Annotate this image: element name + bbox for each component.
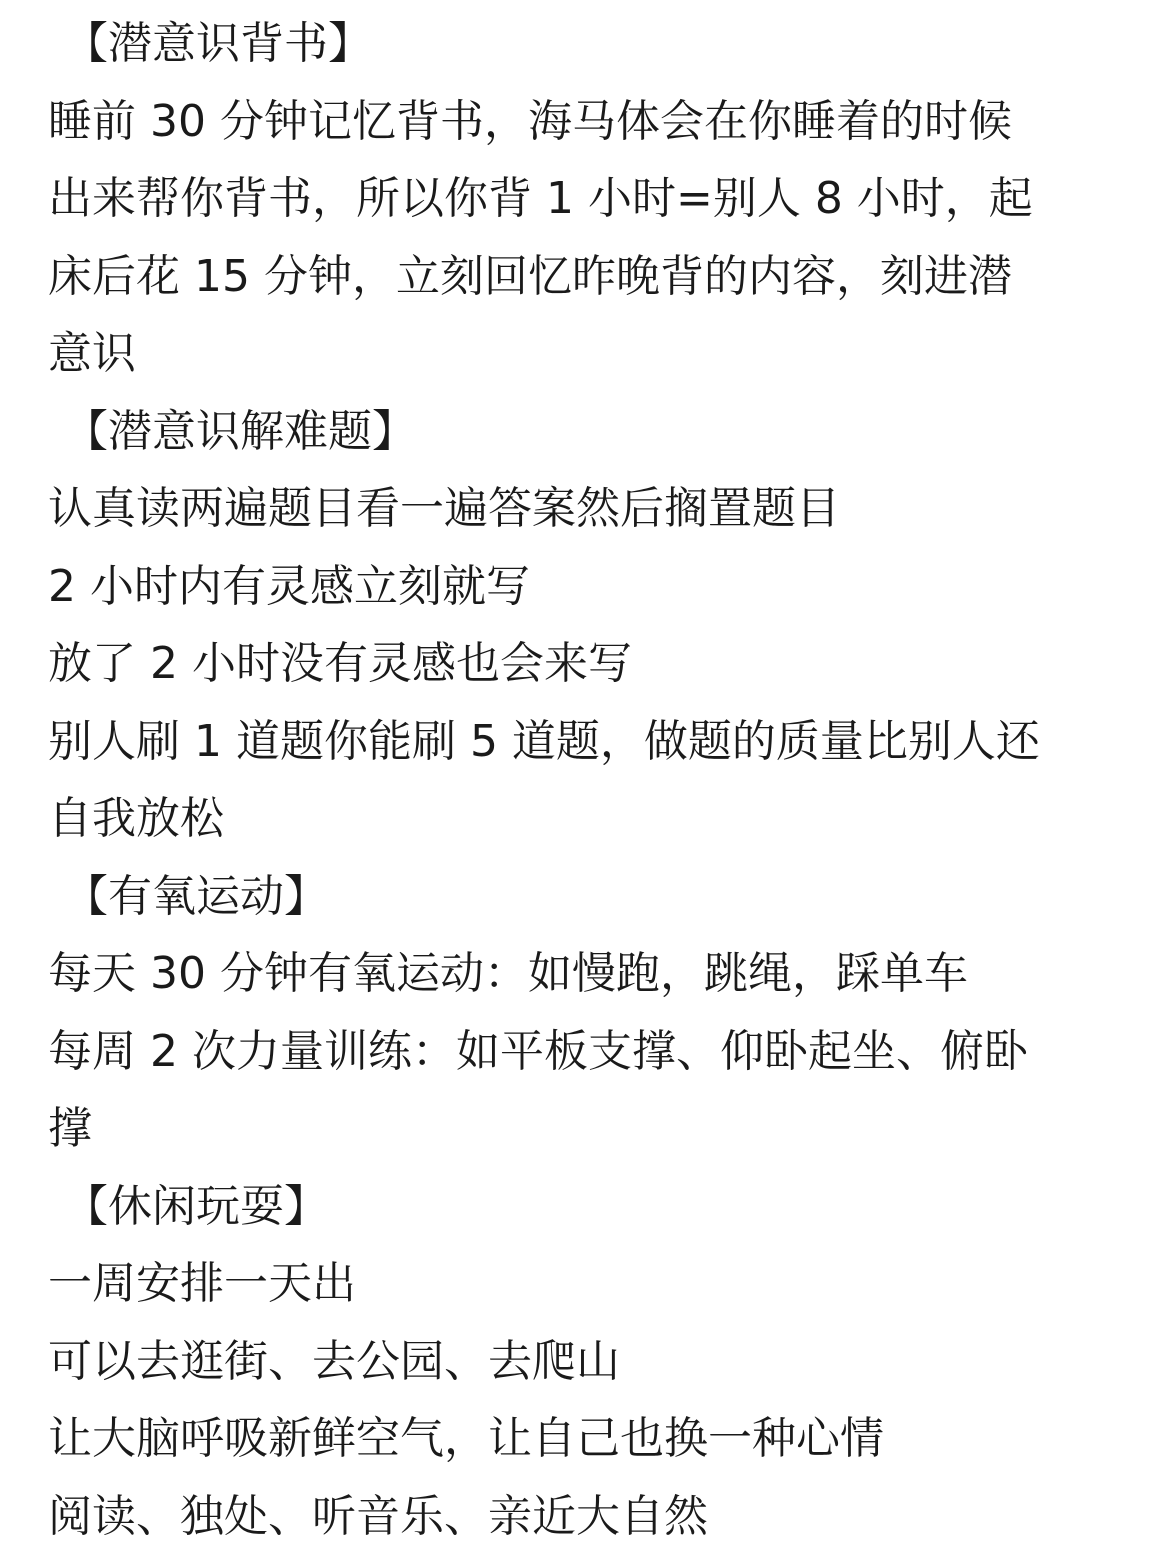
text-line: 床后花 15 分钟，立刻回忆昨晚背的内容，刻进潜 [48, 250, 1012, 302]
text-line: 每天 30 分钟有氧运动：如慢跑，跳绳，踩单车 [48, 948, 968, 999]
section-heading-aerobic-exercise: 【有氧运动】 [64, 870, 328, 922]
text-line: 意识 [48, 328, 136, 379]
section-heading-subconscious-problem-solving: 【潜意识解难题】 [64, 405, 416, 457]
text-line: 每周 2 次力量训练：如平板支撑、仰卧起坐、俯卧 [48, 1025, 1028, 1077]
text-line: 出来帮你背书，所以你背 1 小时=别人 8 小时，起 [48, 173, 1033, 224]
text-line: 一周安排一天出 [48, 1258, 356, 1309]
text-line: 别人刷 1 道题你能刷 5 道题，做题的质量比别人还 [48, 715, 1040, 767]
text-line: 认真读两遍题目看一遍答案然后搁置题目 [48, 483, 840, 534]
text-line: 自我放松 [48, 793, 224, 844]
text-line: 让大脑呼吸新鲜空气，让自己也换一种心情 [48, 1413, 884, 1464]
section-heading-subconscious-memorizing: 【潜意识背书】 [64, 18, 372, 69]
section-heading-leisure: 【休闲玩耍】 [64, 1180, 328, 1232]
text-line: 可以去逛街、去公园、去爬山 [48, 1335, 620, 1387]
text-line: 睡前 30 分钟记忆背书，海马体会在你睡着的时候 [48, 95, 1012, 147]
text-line: 阅读、独处、听音乐、亲近大自然 [48, 1490, 708, 1542]
text-line: 撑 [48, 1103, 92, 1154]
text-line: 2 小时内有灵感立刻就写 [48, 560, 530, 612]
text-line: 放了 2 小时没有灵感也会来写 [48, 638, 632, 689]
